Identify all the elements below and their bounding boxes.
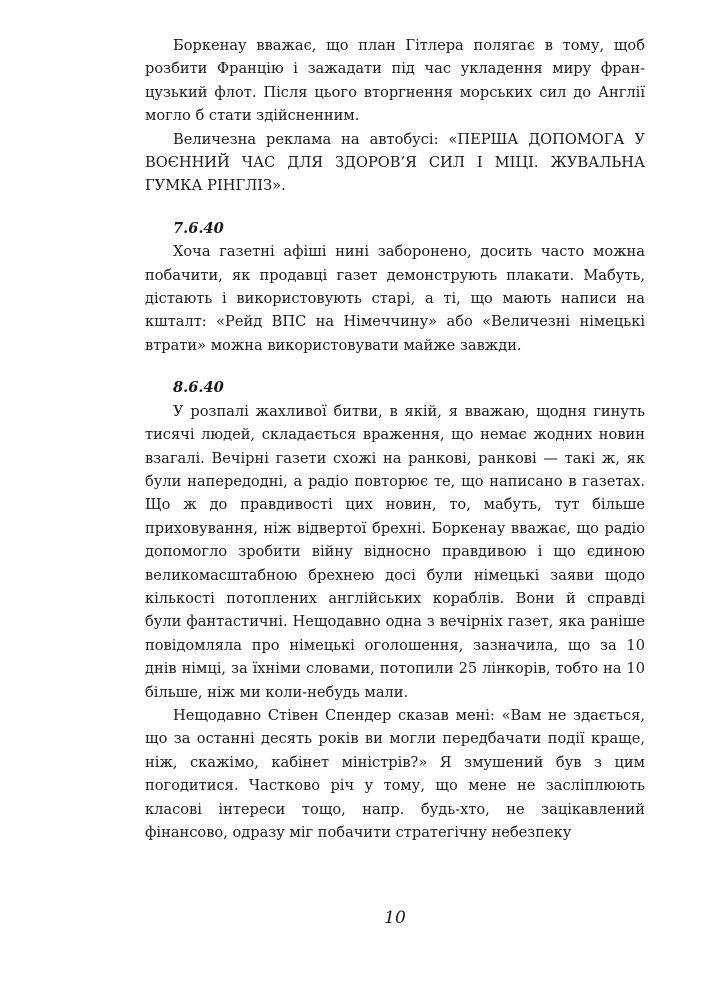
page-number: 10	[384, 908, 406, 928]
entry-date-heading: 8.6.40	[173, 379, 224, 397]
intro-paragraph-1: Боркенау вважає, що план Гітлера полягає в тому, щоб розбити Францію і зажадати під час укладення миру французький флот. Після цього вторгнення морських сил до Англії могло б стати здійсненним.	[145, 37, 645, 125]
entry-date-heading: 7.6.40	[173, 219, 224, 237]
diary-entry-7-6-40	[145, 217, 645, 357]
diary-entry-8-6-40	[145, 376, 645, 844]
entry-paragraph: Нещодавно Стівен Спендер сказав мені: «Вам не здається, що за останні десять років ви могли передбачати події краще, ніж, скажімо, кабінет міністрів?» Я змушений був з цим погодитися. Частково річ у тому, що мене не засліплюють класові інтереси тощо, напр. будь-хто, не зацікавлений фінансово, одразу міг побачити стратегічну небезпеку	[145, 706, 645, 841]
book-page	[145, 34, 645, 964]
intro-paragraph-2: Величезна реклама на автобусі: «ПЕРША ДОПОМОГА У ВОЄННИЙ ЧАС ДЛЯ ЗДОРОВ’Я СИЛ І МІЦІ. ЖУВАЛЬНА ГУМКА РІНГЛІЗ».	[145, 130, 645, 195]
entry-paragraph: У розпалі жахливої битви, в якій, я вважаю, щодня гинуть тисячі людей, складається враження, що немає жодних новин взагалі. Вечірні газети схожі на ранкові, ранкові — такі ж, як були напередодні, а радіо повторює те, що написано в газетах. Що ж до правдивості цих новин, то, мабуть, тут більше приховування, ніж відвертої брехні. Боркенау вважає, що радіо допомогло зробити війну відносно правдивою і що єдиною великомасштабною брехнею досі були німецькі заяви щодо кількості потоплених англійських кораблів. Вони й справді були фантастичні. Нещодавно одна з вечірніх газет, яка раніше повідомляла про німецькі оголошення, зазначила, що за 10 днів німці, за їхніми словами, потопили 25 лінкорів, тобто на 10 більше, ніж ми коли-небудь мали.	[145, 402, 645, 701]
entry-paragraph: Хоча газетні афіші нині заборонено, досить часто можна побачити, як продавці газет демонструють плакати. Мабуть, дістають і використовують старі, а ті, що мають написи на кшталт: «Рейд ВПС на Німеччину» або «Величезні німецькі втрати» можна використовувати майже завжди.	[145, 243, 645, 354]
